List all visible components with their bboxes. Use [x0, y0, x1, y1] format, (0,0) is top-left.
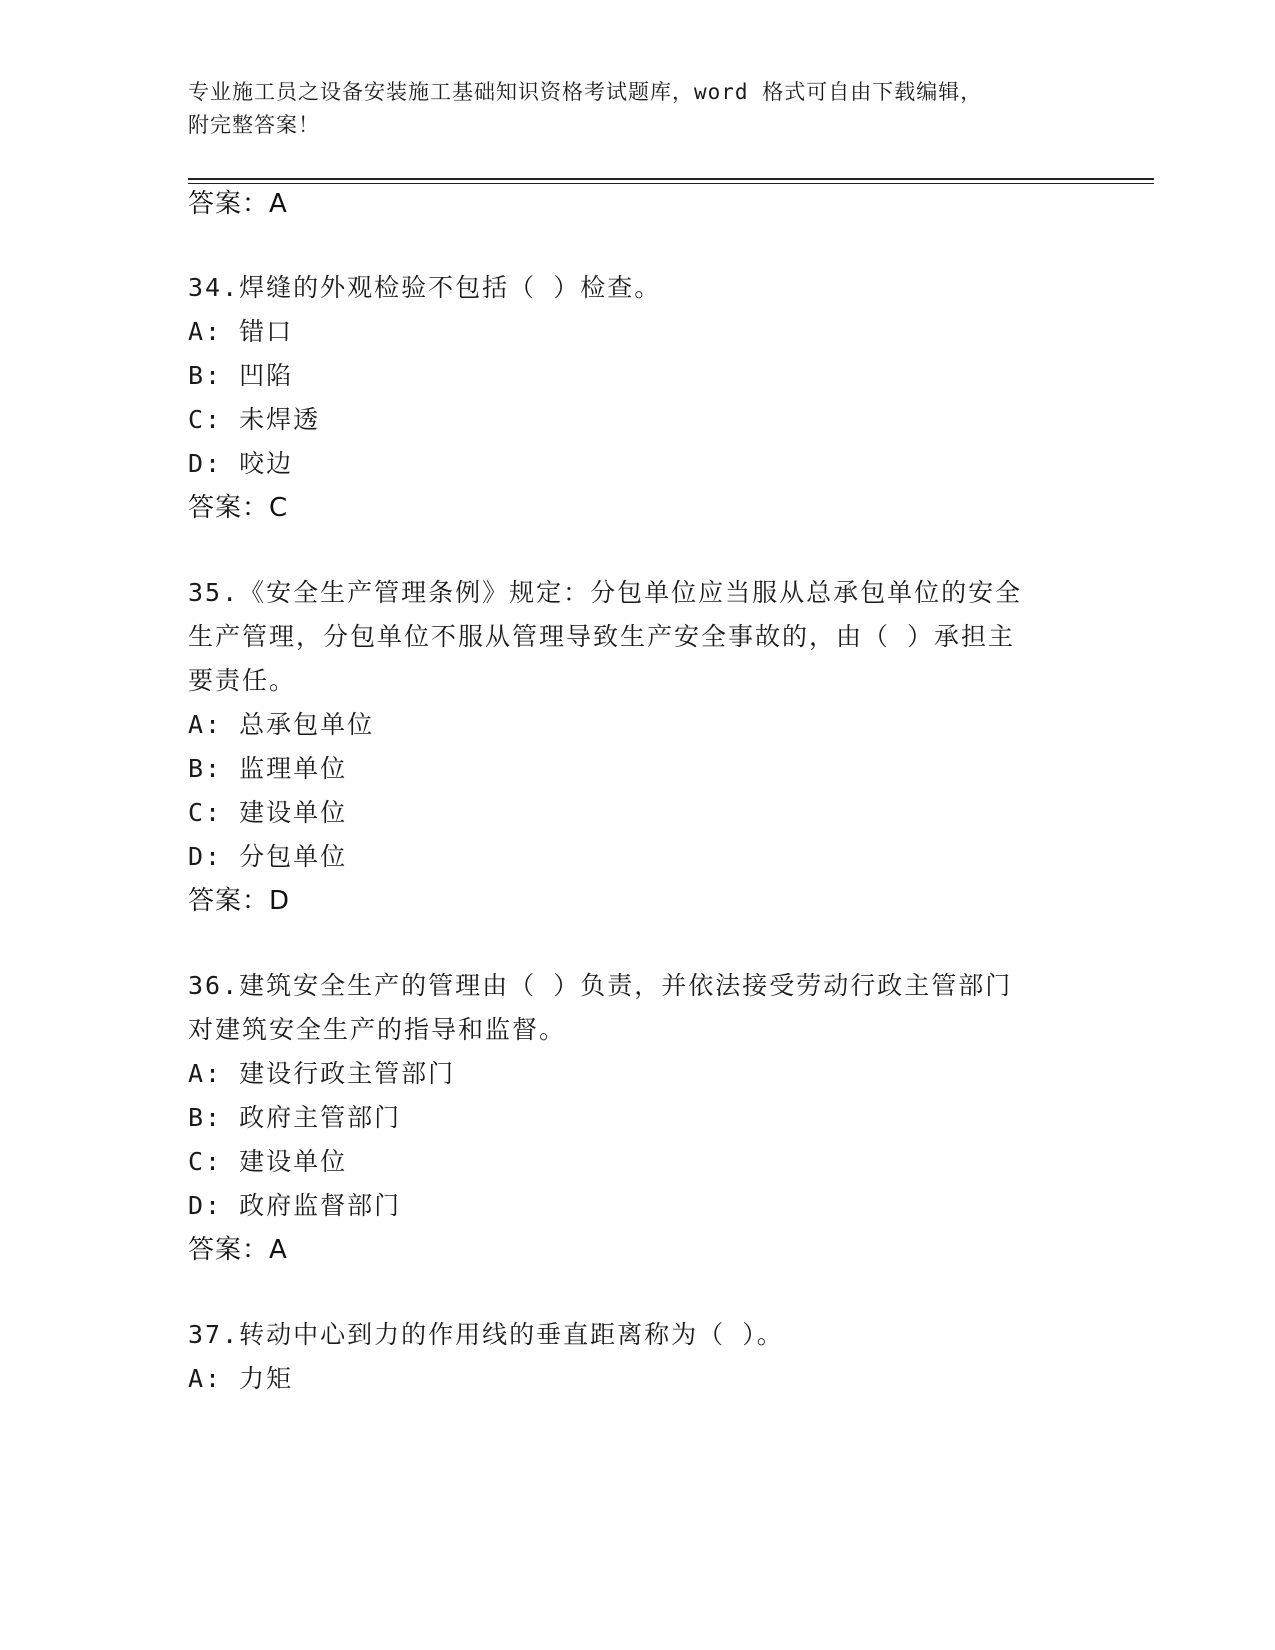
question-36-option-b: B: 政府主管部门: [188, 1103, 402, 1132]
question-34-option-c: C: 未焊透: [188, 405, 321, 434]
question-37-option-a: A: 力矩: [188, 1364, 294, 1393]
question-34-option-a: A: 错口: [188, 317, 294, 346]
question-36-answer: 答案：A: [188, 1235, 288, 1265]
question-35-stem-line-2: 生产管理，分包单位不服从管理导致生产安全事故的，由（ ）承担主: [188, 622, 1016, 651]
header-divider-thin: [188, 183, 1154, 184]
answer-prev: 答案：A: [188, 189, 288, 219]
question-34-option-b: B: 凹陷: [188, 361, 294, 390]
question-36-option-c: C: 建设单位: [188, 1147, 348, 1176]
header-line-2: 附完整答案！: [188, 113, 320, 137]
question-36-stem-line-2: 对建筑安全生产的指导和监督。: [188, 1015, 567, 1044]
question-35-stem-line-1: 35.《安全生产管理条例》规定：分包单位应当服从总承包单位的安全: [188, 578, 1023, 607]
question-36-option-a: A: 建设行政主管部门: [188, 1059, 456, 1088]
question-36-stem-line-1: 36.建筑安全生产的管理由（ ）负责，并依法接受劳动行政主管部门: [188, 971, 1013, 1000]
document-header: [188, 76, 1088, 142]
question-34-stem: 34.焊缝的外观检验不包括（ ）检查。: [188, 273, 662, 302]
question-35-answer: 答案：D: [188, 886, 291, 916]
question-35-option-a: A: 总承包单位: [188, 710, 375, 739]
header-divider-thick: [188, 178, 1154, 180]
question-35-option-c: C: 建设单位: [188, 798, 348, 827]
header-line-1: 专业施工员之设备安装施工基础知识资格考试题库，word 格式可自由下载编辑，: [188, 80, 983, 104]
question-34-answer: 答案：C: [188, 493, 289, 523]
question-36-option-d: D: 政府监督部门: [188, 1191, 402, 1220]
question-35-option-b: B: 监理单位: [188, 754, 348, 783]
question-37-stem: 37.转动中心到力的作用线的垂直距离称为（ ）。: [188, 1320, 784, 1349]
question-34-option-d: D: 咬边: [188, 449, 294, 478]
question-35-option-d: D: 分包单位: [188, 842, 348, 871]
question-35-stem-line-3: 要责任。: [188, 666, 297, 695]
